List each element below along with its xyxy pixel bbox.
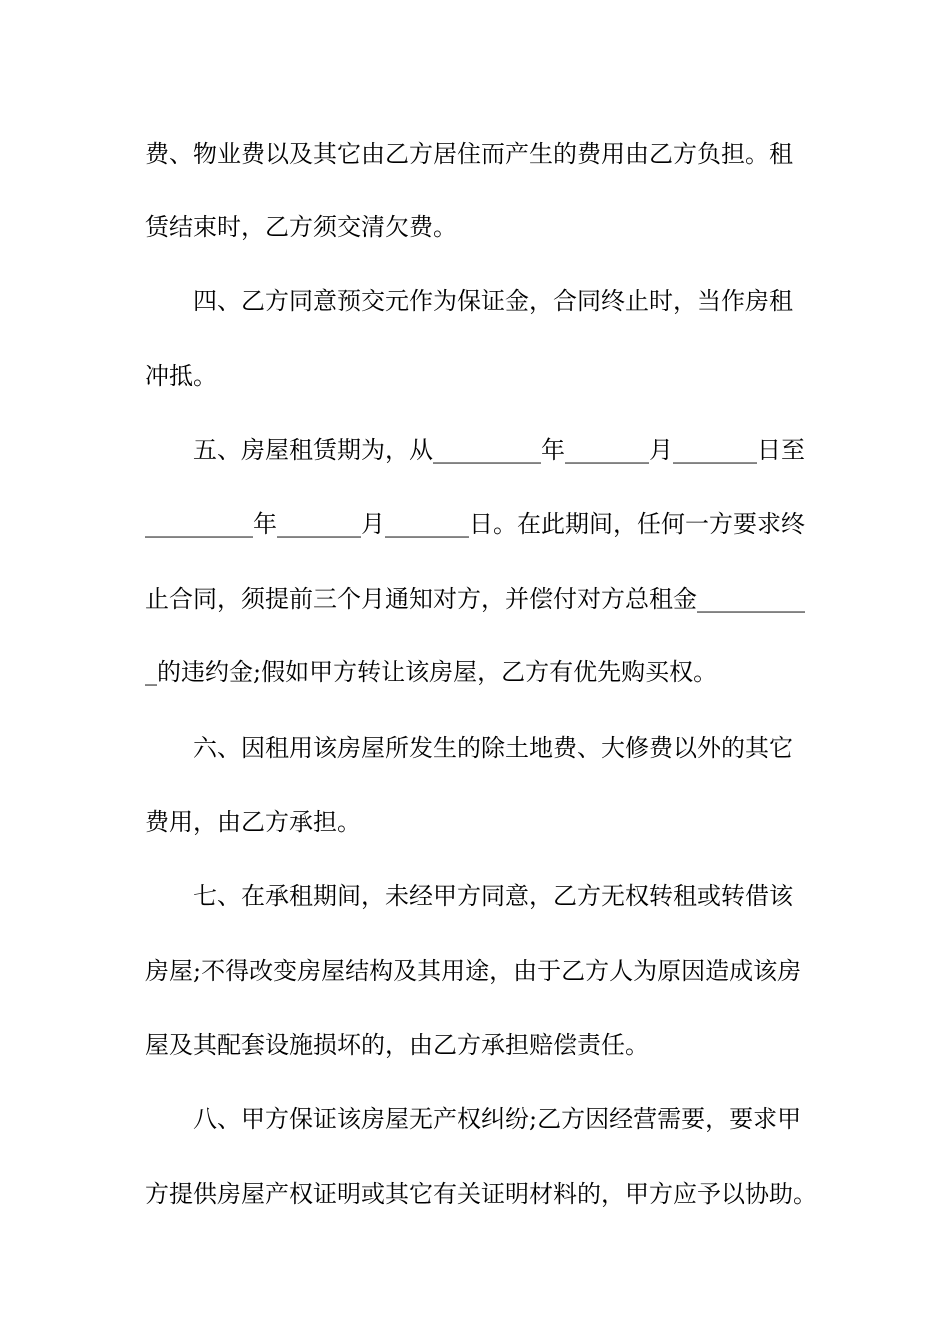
- clause-four-start: 四、乙方同意预交元作为保证金，合同终止时，当作房租: [193, 287, 793, 315]
- text-line: 赁结束时，乙方须交清欠费。: [145, 213, 457, 241]
- text-line: 止合同，须提前三个月通知对方，并偿付对方总租金_________: [145, 585, 805, 613]
- text-line: 冲抵。: [145, 362, 217, 390]
- text-line: 房屋;不得改变房屋结构及其用途，由于乙方人为原因造成该房: [145, 957, 802, 985]
- clause-five-start: 五、房屋租赁期为，从_________年_______月_______日至: [193, 436, 805, 464]
- text-line: _________年_______月_______日。在此期间，任何一方要求终: [145, 510, 805, 538]
- text-line: 方提供房屋产权证明或其它有关证明材料的，甲方应予以协助。: [145, 1180, 817, 1208]
- clause-seven-start: 七、在承租期间，未经甲方同意，乙方无权转租或转借该: [193, 882, 793, 910]
- text-line: 屋及其配套设施损坏的，由乙方承担赔偿责任。: [145, 1031, 649, 1059]
- clause-eight-start: 八、甲方保证该房屋无产权纠纷;乙方因经营需要，要求甲: [193, 1105, 802, 1133]
- text-line: 费、物业费以及其它由乙方居住而产生的费用由乙方负担。租: [145, 140, 793, 168]
- text-line: 费用，由乙方承担。: [145, 808, 361, 836]
- text-line: _的违约金;假如甲方转让该房屋，乙方有优先购买权。: [145, 658, 718, 686]
- clause-six-start: 六、因租用该房屋所发生的除土地费、大修费以外的其它: [193, 734, 793, 762]
